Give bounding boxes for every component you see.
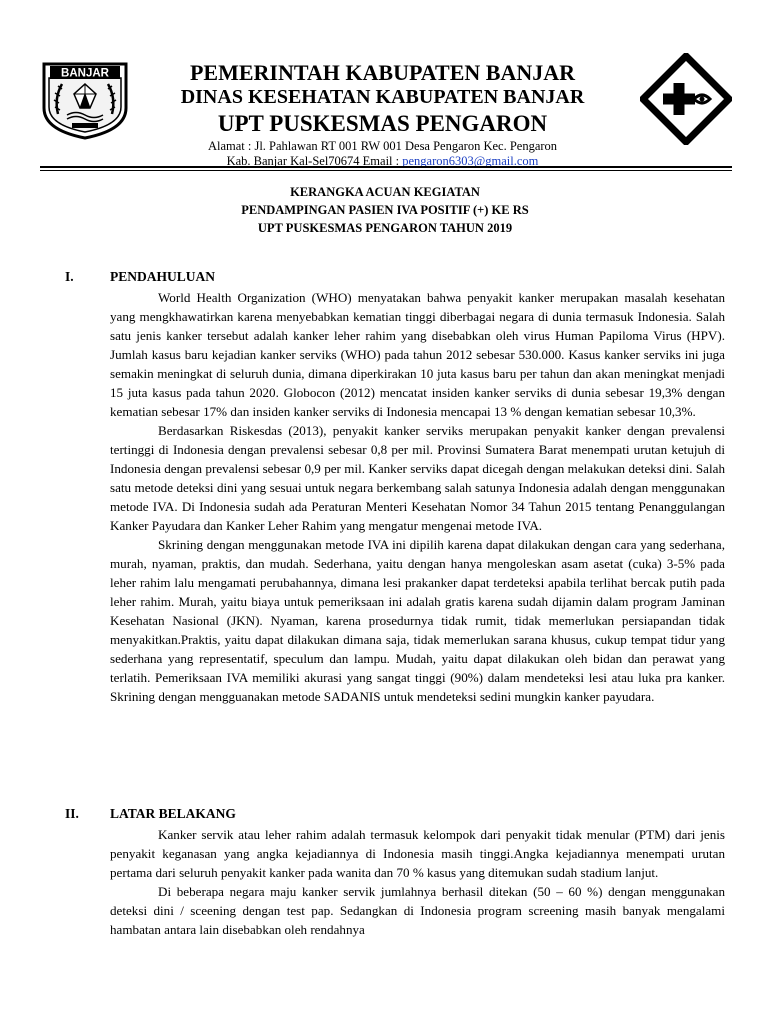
section-heading	[65, 806, 725, 825]
banjar-emblem-icon	[40, 60, 130, 140]
puskesmas-emblem-icon	[640, 53, 732, 145]
email-link[interactable]: pengaron6303@gmail.com	[402, 154, 539, 168]
section-number: II.	[65, 806, 79, 821]
address-line-2-text: Kab. Banjar Kal-Sel70674 Email :	[226, 154, 403, 168]
paragraph: Berdasarkan Riskesdas (2013), penyakit kanker serviks merupakan penyakit kanker dengan prevalensi tertinggi di Indonesia dengan prevalensi sebesar 0,8 per mil. Provinsi Sumatera Barat menempati urutan ketujuh di Indonesia dengan prevalensi sebesar 0,9 per mil. Kanker serviks dapat dicegah dengan melakukan deteksi dini. Salah satu metode deteksi dini yang sesuai untuk negara berkembang salah satunya Indonesia adalah dengan menggunakan metode IVA. Di Indonesia sudah ada Peraturan Menteri Kesehatan Nomor 34 Tahun 2015 tentang Penanggulangan Kanker Payudara dan Kanker Leher Rahim yang mengatur mengenai metode IVA.	[110, 423, 725, 533]
header-divider-thin	[40, 170, 732, 171]
section-title: PENDAHULUAN	[110, 269, 216, 284]
paragraph: World Health Organization (WHO) menyatakan bahwa penyakit kanker merupakan masalah kesehatan yang mengkhawatirkan karena menyebabkan kematian tinggi diberbagai negara di dunia termasuk Indonesia. Salah satu jenis kanker tersebut adalah kanker leher rahim yang disebabkan oleh virus Human Papiloma Virus (HPV). Jumlah kasus baru kejadian kanker serviks (WHO) pada tahun 2012 sebesar 530.000. Kasus kanker serviks ini juga semakin meningkat di seluruh dunia, dimana diperkirakan 10 juta kasus baru per tahun dan akan meningkat menjadi 15 juta kasus pada tahun 2020. Globocon (2012) mencatat insiden kanker serviks di dunia sebesar 19,3% dengan kematian sebesar 17% dan insiden kanker serviks di Indonesia mencapai 13 % dengan kematian sebesar 10,3%.	[110, 290, 725, 419]
paragraph: Skrining dengan menggunakan metode IVA ini dipilih karena dapat dilakukan dengan cara yang sederhana, murah, nyaman, praktis, dan mudah. Sederhana, yaitu dengan hanya mengoleskan asam asetat (cuka) 3-5% pada leher rahim lalu mengamati perubahannya, dimana lesi prakanker dapat terdeteksi apabila terlihat bercak putih pada leher rahim. Murah, yaitu biaya untuk pemeriksaan ini adalah gratis karena sudah dijamin dalam program Jaminan Kesehatan Nasional (JKN). Nyaman, karena prosedurnya tidak rumit, tidak memerlukan persiapandan tidak menyakitkan.Praktis, yaitu dapat dilakukan dimana saja, tidak memerlukan sarana khusus, cukup tempat tidur yang sederhana yang representatif, speculum dan lampu. Mudah, yaitu dapat dilakukan oleh bidan dan perawat yang terlatih. Pemeriksaan IVA memiliki akurasi yang sangat tinggi (90%) dalam mendeteksi lesi atau luka pra kanker. Skrining dengan mengguanakan metode SADANIS untuk mendeteksi sedini mungkin kanker payudara.	[110, 537, 725, 704]
title-line-2: PENDAMPINGAN PASIEN IVA POSITIF (+) KE RS	[241, 203, 529, 217]
letterhead-department: DINAS KESEHATAN KABUPATEN BANJAR	[180, 86, 585, 108]
header-divider-thick	[40, 166, 732, 168]
address-line-1: Alamat : Jl. Pahlawan RT 001 RW 001 Desa Pengaron Kec. Pengaron	[207, 139, 558, 153]
letterhead-address	[130, 139, 635, 169]
document-title	[40, 183, 730, 237]
section-heading	[65, 269, 725, 288]
section-latar-belakang	[65, 806, 725, 939]
section-title: LATAR BELAKANG	[110, 806, 236, 821]
emblem-badge-text: BANJAR	[61, 67, 109, 80]
title-line-3: UPT PUSKESMAS PENGARON TAHUN 2019	[257, 221, 513, 235]
section-pendahuluan	[65, 269, 725, 706]
paragraph: Di beberapa negara maju kanker servik jumlahnya berhasil ditekan (50 – 60 %) dengan menggunakan deteksi dini / sceening dengan test pap. Sedangkan di Indonesia program screening masih banyak mengalami hambatan antara lain disebabkan oleh rendahnya	[110, 884, 725, 937]
paragraph: Kanker servik atau leher rahim adalah termasuk kelompok dari penyakit tidak menular (PTM) dari jenis penyakit keganasan yang angka kejadiannya di Indonesia masih tinggi.Angka kejadiannya menempati urutan pertama dari seluruh penyakit kanker pada wanita dan 70 % kasus yang ditemukan sudah stadium lanjut.	[110, 827, 725, 880]
title-line-1: KERANGKA ACUAN KEGIATAN	[290, 185, 480, 199]
letterhead-government: PEMERINTAH KABUPATEN BANJAR	[189, 60, 575, 85]
letterhead-institution: UPT PUSKESMAS PENGARON	[217, 111, 548, 136]
section-number: I.	[65, 269, 74, 284]
letterhead	[130, 60, 635, 169]
